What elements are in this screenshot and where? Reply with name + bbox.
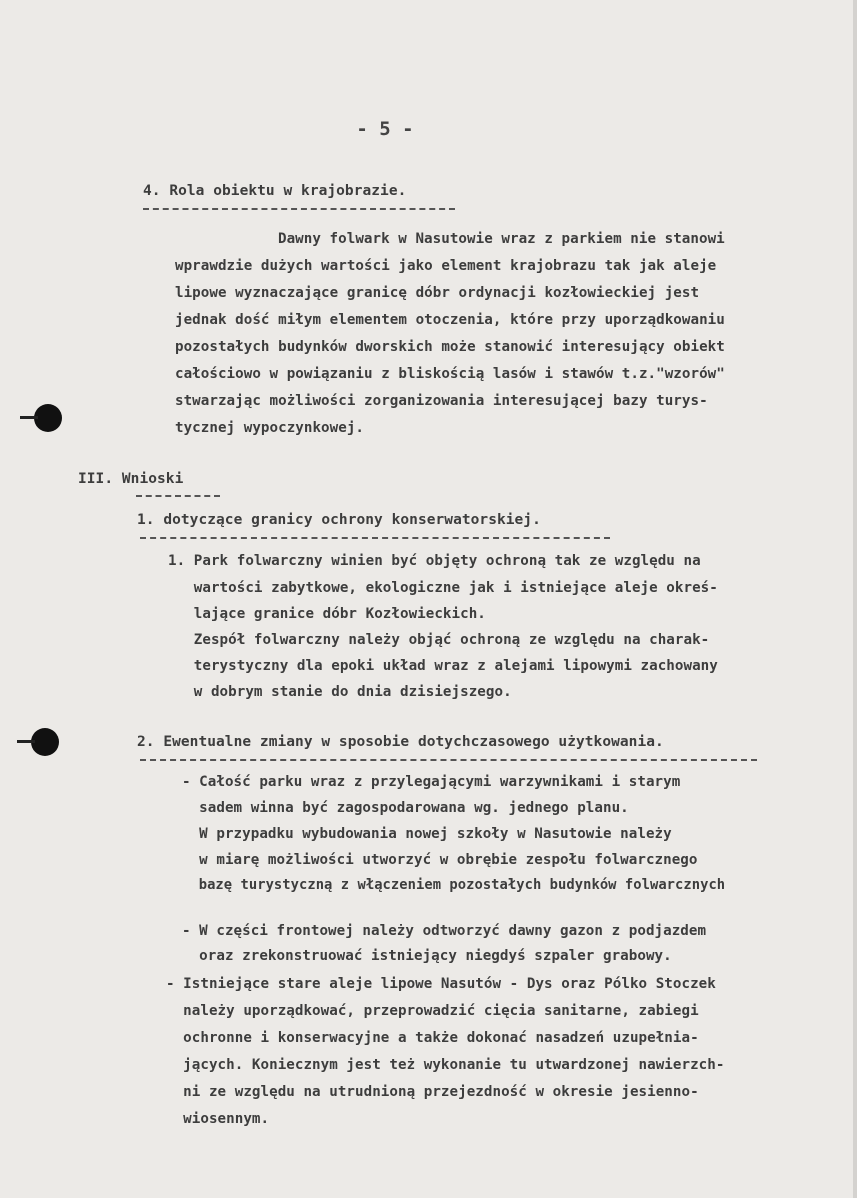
body-line: lające granice dóbr Kozłowieckich. [168, 606, 486, 622]
body-line: w miarę możliwości utworzyć w obrębie zespołu folwarcznego [182, 852, 698, 868]
body-line: - Istniejące stare aleje lipowe Nasutów - Dys oraz Pólko Stoczek [166, 976, 716, 992]
paragraph-line: całościowo w powiązaniu z bliskością lasów i stawów t.z."wzorów" [175, 366, 725, 382]
paragraph-line: wprawdzie dużych wartości jako element krajobrazu tak jak aleje [175, 258, 717, 274]
subsection-2-heading: 2. Ewentualne zmiany w sposobie dotychczasowego użytkowania. [137, 734, 664, 750]
body-line: wartości zabytkowe, ekologiczne jak i istniejące aleje okreś- [168, 580, 718, 596]
body-line: należy uporządkować, przeprowadzić cięcia sanitarne, zabiegi [166, 1003, 699, 1019]
heading-underline [140, 759, 757, 761]
body-line: oraz zrekonstruować istniejący niegdyś szpaler grabowy. [182, 948, 672, 964]
heading-underline [143, 208, 455, 210]
body-line: ochronne i konserwacyjne a także dokonać nasadzeń uzupełnia- [166, 1030, 699, 1046]
body-line: sadem winna być zagospodarowana wg. jednego planu. [182, 800, 629, 816]
body-line: jących. Koniecznym jest też wykonanie tu utwardzonej nawierzch- [166, 1057, 725, 1073]
page-edge [853, 0, 857, 1198]
punch-hole [31, 728, 59, 756]
heading-underline [140, 537, 610, 539]
body-line: ni ze względu na utrudnioną przejezdność w okresie jesienno- [166, 1084, 699, 1100]
body-line: - W części frontowej należy odtworzyć dawny gazon z podjazdem [182, 923, 707, 939]
body-line: Zespół folwarczny należy objąć ochroną ze względu na charak- [168, 632, 710, 648]
section-3-heading: III. Wnioski [78, 471, 184, 487]
body-line: bazę turystyczną z włączeniem pozostałych budynków folwarcznych [182, 877, 726, 893]
paragraph-line: tycznej wypoczynkowej. [175, 420, 365, 436]
body-line: W przypadku wybudowania nowej szkoły w Nasutowie należy [182, 826, 672, 842]
paragraph-line: jednak dość miłym elementem otoczenia, które przy uporządkowaniu [175, 312, 725, 328]
body-line: terystyczny dla epoki układ wraz z alejami lipowymi zachowany [168, 658, 718, 674]
paragraph-line: lipowe wyznaczające granicę dóbr ordynacji kozłowieckiej jest [175, 285, 700, 301]
paragraph-line: stwarzając możliwości zorganizowania interesującej bazy turys- [175, 393, 708, 409]
section-4-heading: 4. Rola obiektu w krajobrazie. [143, 183, 407, 199]
body-line: w dobrym stanie do dnia dzisiejszego. [168, 684, 512, 700]
body-line: - Całość parku wraz z przylegającymi warzywnikami i starym [182, 774, 681, 790]
punch-hole [34, 404, 62, 432]
body-line: 1. Park folwarczny winien być objęty ochroną tak ze względu na [168, 553, 701, 569]
body-line: wiosennym. [166, 1111, 270, 1127]
page-number: - 5 - [356, 118, 414, 140]
subsection-1-heading: 1. dotyczące granicy ochrony konserwatorskiej. [137, 512, 541, 528]
paragraph-line: pozostałych budynków dworskich może stanowić interesujący obiekt [175, 339, 725, 355]
heading-underline [136, 495, 220, 497]
paragraph-line: Dawny folwark w Nasutowie wraz z parkiem nie stanowi [278, 231, 725, 247]
